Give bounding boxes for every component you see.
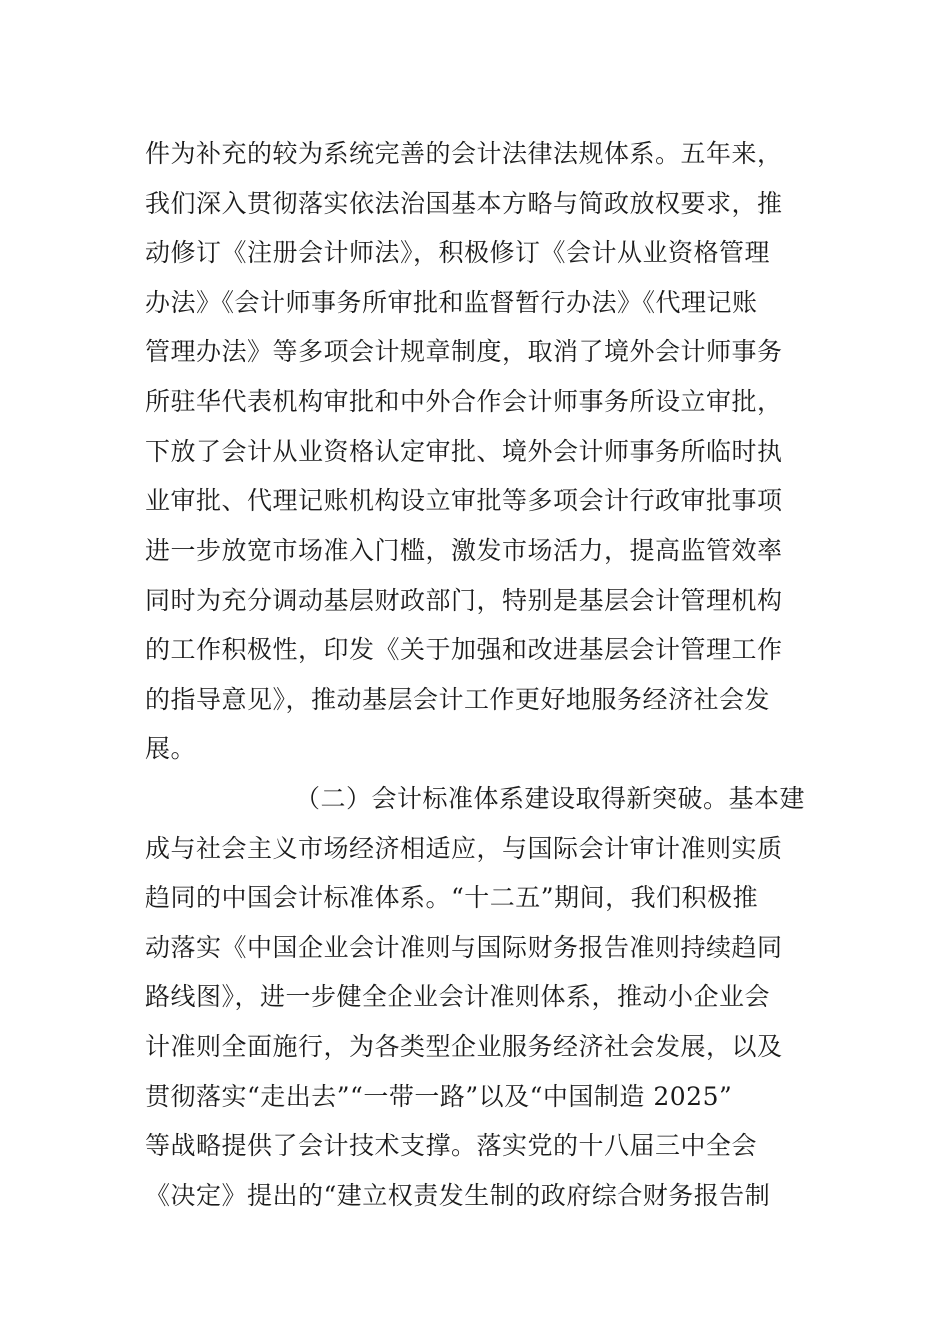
text-line: 进一步放宽市场准入门槛，激发市场活力，提高监管效率: [145, 536, 783, 565]
text-line: 路线图》，进一步健全企业会计准则体系，推动小企业会: [145, 982, 771, 1011]
text-line: 趋同的中国会计标准体系。“十二五”期间，我们积极推: [145, 883, 759, 912]
text-line: 等战略提供了会计技术支撑。落实党的十八届三中全会: [145, 1131, 758, 1160]
text-line: 贯彻落实“走出去”“一带一路”以及“中国制造 2025”: [145, 1082, 733, 1111]
text-line: 我们深入贯彻落实依法治国基本方略与简政放权要求，推: [145, 189, 783, 218]
text-line: 所驻华代表机构审批和中外合作会计师事务所设立审批，: [145, 387, 783, 416]
section-heading-line: （二）会计标准体系建设取得新突破。基本建: [295, 784, 806, 813]
text-line: 下放了会计从业资格认定审批、境外会计师事务所临时执: [145, 437, 783, 466]
text-line: 计准则全面施行，为各类型企业服务经济社会发展，以及: [145, 1032, 783, 1061]
text-line: 件为补充的较为系统完善的会计法律法规体系。五年来，: [145, 139, 783, 168]
text-line: 的工作积极性，印发《关于加强和改进基层会计管理工作: [145, 635, 783, 664]
text-line: 管理办法》等多项会计规章制度，取消了境外会计师事务: [145, 337, 783, 366]
text-line: 同时为充分调动基层财政部门，特别是基层会计管理机构: [145, 586, 783, 615]
text-line: 的指导意见》，推动基层会计工作更好地服务经济社会发: [145, 685, 771, 714]
text-line: 成与社会主义市场经济相适应，与国际会计审计准则实质: [145, 834, 783, 863]
text-line: 业审批、代理记账机构设立审批等多项会计行政审批事项: [145, 486, 783, 515]
text-line: 展。: [145, 734, 197, 763]
text-line: 动落实《中国企业会计准则与国际财务报告准则持续趋同: [145, 933, 783, 962]
text-line: 动修订《注册会计师法》，积极修订《会计从业资格管理: [145, 238, 771, 267]
text-line: 《决定》提出的“建立权责发生制的政府综合财务报告制: [145, 1181, 771, 1210]
text-line: 办法》《会计师事务所审批和监督暂行办法》《代理记账: [145, 288, 758, 317]
